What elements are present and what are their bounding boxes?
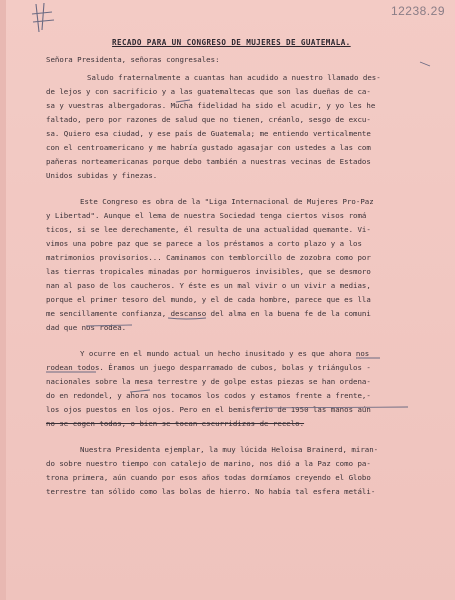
text-line: do en redondel, y ahora nos tocamos los codos y estamos frente a frente,- [46, 391, 371, 400]
text-line: con el centroamericano y me habría gustado agasajar con ustedes a las com [46, 143, 371, 152]
text-line: pañeras norteamericanas porque debo también a nuestras vecinas de Estados [46, 157, 371, 166]
text-line: nacionales sobre la mesa terrestre y de golpe estas piezas se han ordena- [46, 377, 371, 386]
text-line: ticos, si se lee derechamente, él resulta de una actualidad quemante. Vi- [46, 225, 371, 234]
text-line: Y ocurre en el mundo actual un hecho inusitado y es que ahora nos [80, 349, 370, 358]
text-line: los ojos puestos en los ojos. Pero en el bemisferio de 1950 las manos aún [46, 405, 371, 414]
text-line: trona primera, aún cuando por esos años todas dormíamos creyendo el Globo [46, 473, 371, 482]
text-line: nan al paso de los caucheros. Y éste es un mal vivir o un vivir a medias, [46, 281, 371, 290]
text-line: las tierras tropicales minadas por hormigueros invisibles, que se desmoro [46, 267, 371, 276]
text-line: terrestre tan sólido como las bolas de hierro. No había tal esfera metáli- [46, 487, 376, 496]
text-line: y Libertad". Aunque el lema de nuestra Sociedad tenga ciertos visos romá [46, 211, 367, 220]
text-line: dad que nos rodea. [46, 323, 127, 332]
text-line: Señora Presidenta, señoras congresales: [46, 55, 220, 64]
text-line: vimos una pobre paz que se parece a los préstamos a corto plazo y a los [46, 239, 362, 248]
text-line-struck: no se cogen todas, o bien se tocan escurridizas de recelo. [46, 419, 305, 428]
text-line: Unidos subidas y finezas. [46, 171, 158, 180]
text-line: Saludo fraternalmente a cuantas han acudido a nuestro llamado des- [87, 73, 381, 82]
text-line: do sobre nuestro tiempo con catalejo de marino, nos dió a la Paz como pa- [46, 459, 371, 468]
text-line: me sencillamente confianza, descanso del alma en la buena fe de la comuni [46, 309, 371, 318]
text-line: sa y vuestras albergadoras. Mucha fidelidad ha sido el acudir, y yo les he [46, 101, 376, 110]
reference-number: 12238.29 [390, 4, 445, 18]
text-line: porque el primer tesoro del mundo, y el de cada hombre, parece que es lla [46, 295, 371, 304]
text-line: de lejos y con sacrificio y a las guatemaltecas que son las dueñas de ca- [46, 87, 371, 96]
text-line: Nuestra Presidenta ejemplar, la muy lúcida Heloisa Brainerd, miran- [80, 445, 379, 454]
page-edge [0, 0, 6, 600]
text-line: sa. Quiero esa ciudad, y ese país de Guatemala; me entiendo verticalmente [46, 129, 371, 138]
text-line: rodean todos. Éramos un juego desparramado de cubos, bolas y triángulos - [46, 363, 371, 372]
handwritten-corner-mark [30, 2, 60, 34]
text-line: faltado, pero por razones de salud que no tienen, créanlo, sesgo de excu- [46, 115, 371, 124]
document-title: RECADO PARA UN CONGRESO DE MUJERES DE GUATEMALA. [112, 38, 351, 47]
text-line: matrimonios provisorios... Caminamos con temblorcillo de zozobra como por [46, 253, 371, 262]
text-line: Este Congreso es obra de la "Liga Internacional de Mujeres Pro-Paz [80, 197, 374, 206]
